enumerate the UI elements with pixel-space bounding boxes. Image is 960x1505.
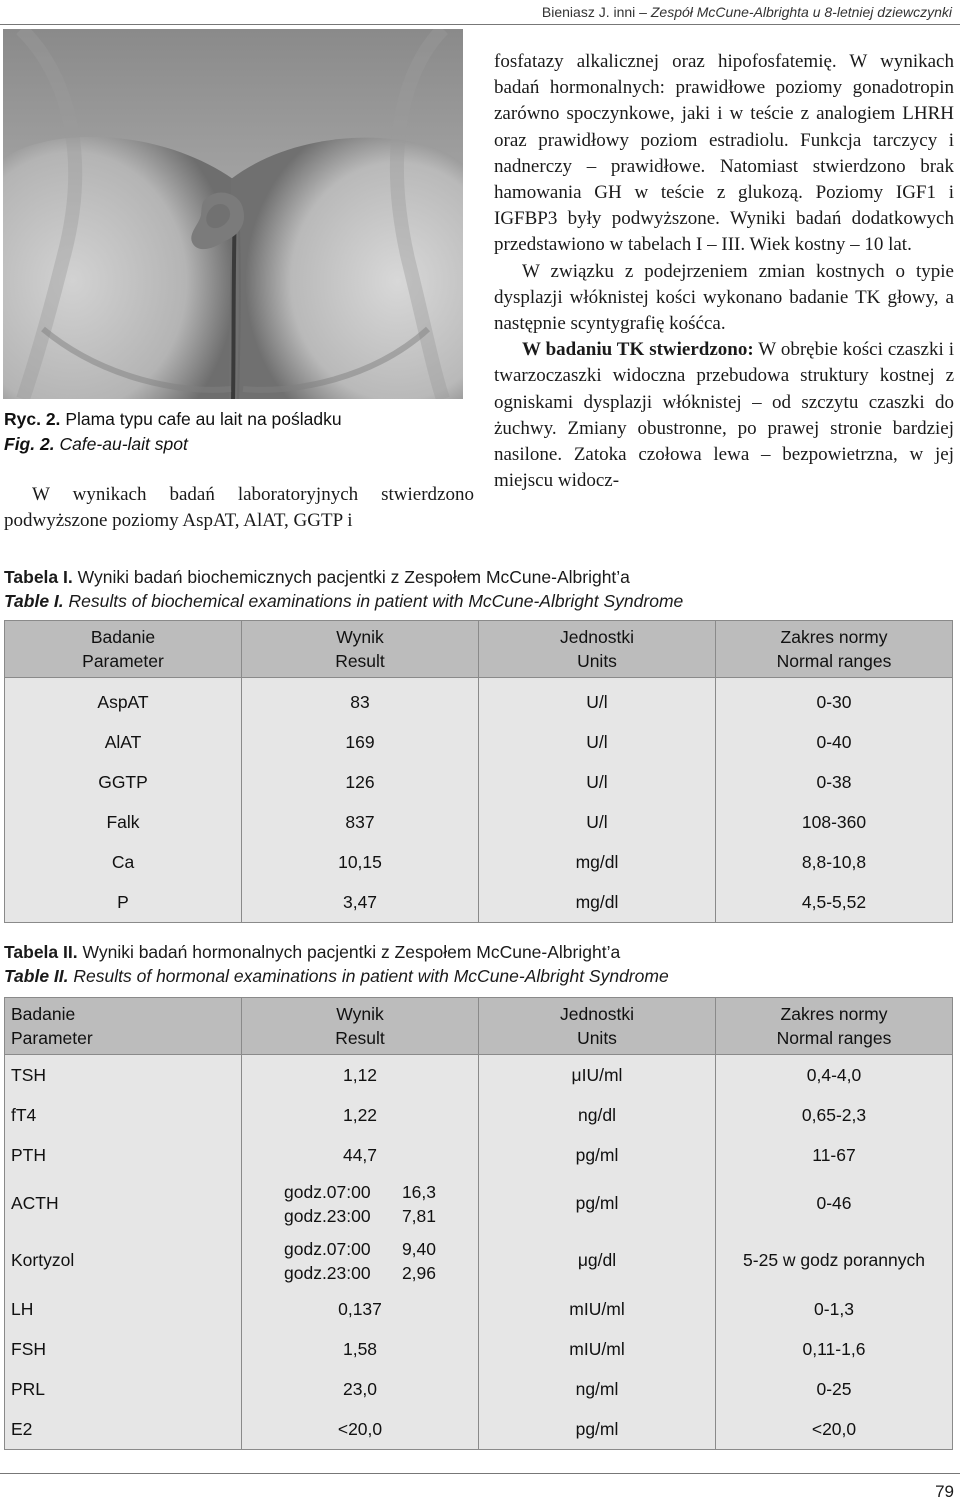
table2-caption: [4, 940, 669, 988]
table2-header-parameter: Badanie Parameter: [5, 998, 242, 1055]
table-row: [5, 802, 953, 842]
right-column-text: [494, 49, 954, 494]
table-cell: 4,5-5,52: [716, 882, 953, 923]
table-cell: 108-360: [716, 802, 953, 842]
table-row: [5, 1135, 953, 1175]
running-head: [542, 4, 952, 20]
table1-label-pl: Tabela I.: [4, 567, 73, 587]
table-cell: 10,15: [242, 842, 479, 882]
table-cell: PRL: [5, 1369, 242, 1409]
table-cell: μg/dl: [479, 1232, 716, 1289]
right-paragraph-2: W związku z podejrzeniem zmian kostnych o typie dysplazji włóknistej kości wykonano badanie TK głowy, a następnie scyntygrafię kośćca.: [494, 260, 954, 335]
table-cell: 8,8-10,8: [716, 842, 953, 882]
figure-text-en: Cafe-au-lait spot: [59, 434, 188, 454]
acth-timing-morning: godz.07:00 16,3: [284, 1181, 436, 1202]
table-cell: PTH: [5, 1135, 242, 1175]
table-cell-acth-result: [242, 1175, 479, 1232]
table-cell: 0-1,3: [716, 1289, 953, 1329]
table1-header-row: [5, 621, 953, 678]
table1-title-pl: Wyniki badań biochemicznych pacjentki z Zespołem McCune-Albright’a: [77, 567, 630, 587]
table-cell: TSH: [5, 1055, 242, 1096]
acth-timings: [284, 1180, 436, 1228]
table-cell: 169: [242, 722, 479, 762]
cortisol-timing-evening: godz.23:00 2,96: [284, 1262, 436, 1283]
table-row: [5, 1329, 953, 1369]
table-cell: 0,4-4,0: [716, 1055, 953, 1096]
table-cell: 1,22: [242, 1095, 479, 1135]
table-cell: Falk: [5, 802, 242, 842]
table-row: [5, 1289, 953, 1329]
table1-header-parameter: Badanie Parameter: [5, 621, 242, 678]
left-column-text: [4, 482, 474, 534]
table-cell: mIU/ml: [479, 1289, 716, 1329]
table1-title-en: Results of biochemical examinations in patient with McCune-Albright Syndrome: [68, 591, 684, 611]
figure-label-en: Fig. 2.: [4, 434, 55, 454]
table1-caption-en: [4, 589, 683, 613]
left-paragraph: W wynikach badań laboratoryjnych stwierdzono podwyższone poziomy AspAT, AlAT, GGTP i: [4, 484, 474, 531]
table-cell: AlAT: [5, 722, 242, 762]
table-cell: 1,58: [242, 1329, 479, 1369]
table-cell: μIU/ml: [479, 1055, 716, 1096]
table2-caption-en: [4, 964, 669, 988]
right-paragraph-1: fosfatazy alkalicznej oraz hipofosfatemię. W wynikach badań hormonalnych: prawidłowe poziomy gonadotropin zarówno spoczynkowe, jaki i w teście z analogiem LHRH oraz prawidłowy poziom estradiolu. Funkcja tarczycy i nadnerczy – prawidłowe. Natomiast stwierdzono brak hamowania GH w teście z glukozą. Poziomy IGF1 i IGFBP3 były podwyższone. Wyniki badań dodatkowych przedstawiono w tabelach I – III. Wiek kostny – 10 lat.: [494, 51, 954, 256]
table-cell: 11-67: [716, 1135, 953, 1175]
table-row: [5, 882, 953, 923]
table-cell: LH: [5, 1289, 242, 1329]
table-cell: 0,137: [242, 1289, 479, 1329]
table1-header-result: Wynik Result: [242, 621, 479, 678]
table-cell: 0-40: [716, 722, 953, 762]
table-row: [5, 678, 953, 723]
ct-findings-text: W obrębie kości czaszki i twarzoczaszki widoczna przebudowa struktury kostnej z ogniskami dysplazji włóknistej – od szczytu czaszki do żuchwy. Zmiany obustronne, po prawej stronie bardziej nasilone. Zatoka czołowa lewa – bezpowietrzna, w jej miejscu widocz-: [494, 339, 955, 492]
table-cell: U/l: [479, 802, 716, 842]
figure-label-pl: Ryc. 2.: [4, 409, 61, 429]
table-cell: 0-38: [716, 762, 953, 802]
table2-header-row: [5, 998, 953, 1055]
right-paragraph-3: [494, 337, 954, 494]
table-cell: 3,47: [242, 882, 479, 923]
table-cell: 44,7: [242, 1135, 479, 1175]
table-cell: 837: [242, 802, 479, 842]
table-cell: 83: [242, 678, 479, 723]
table-cell: pg/ml: [479, 1175, 716, 1232]
cortisol-timing-morning: godz.07:00 9,40: [284, 1238, 436, 1259]
table2-header-ranges: Zakres normy Normal ranges: [716, 998, 953, 1055]
ct-findings-lead: W badaniu TK stwierdzono:: [522, 339, 754, 361]
table-cell: AspAT: [5, 678, 242, 723]
table1-caption: [4, 565, 683, 613]
table-cell: 0-25: [716, 1369, 953, 1409]
table2-header-result: Wynik Result: [242, 998, 479, 1055]
table-cell: 0,65-2,3: [716, 1095, 953, 1135]
table-row: [5, 762, 953, 802]
table-cell: 1,12: [242, 1055, 479, 1096]
table-cell: mg/dl: [479, 882, 716, 923]
table-row: [5, 1175, 953, 1232]
table1-header-ranges: Zakres normy Normal ranges: [716, 621, 953, 678]
figure-caption-en: [4, 432, 474, 457]
table-cell: Kortyzol: [5, 1232, 242, 1289]
figure-caption-pl: [4, 407, 474, 432]
table2-header-units: Jednostki Units: [479, 998, 716, 1055]
table-cell: pg/ml: [479, 1409, 716, 1450]
table-cell: 5-25 w godz porannych: [716, 1232, 953, 1289]
header-rule: [0, 24, 960, 25]
table-cell: ng/dl: [479, 1095, 716, 1135]
page-number: 79: [935, 1482, 954, 1501]
table2-label-pl: Tabela II.: [4, 942, 78, 962]
table-cell: 0,11-1,6: [716, 1329, 953, 1369]
acth-timing-evening: godz.23:00 7,81: [284, 1205, 436, 1226]
table-cell: U/l: [479, 722, 716, 762]
table1-header-units: Jednostki Units: [479, 621, 716, 678]
table-cell: U/l: [479, 762, 716, 802]
table-cell: pg/ml: [479, 1135, 716, 1175]
table-cell: 0-46: [716, 1175, 953, 1232]
table-cell: 126: [242, 762, 479, 802]
table2-label-en: Table II.: [4, 966, 69, 986]
table-row: [5, 1409, 953, 1450]
table-cell: P: [5, 882, 242, 923]
table-row: [5, 842, 953, 882]
table1-label-en: Table I.: [4, 591, 64, 611]
table-cell: ng/ml: [479, 1369, 716, 1409]
table-cell: 0-30: [716, 678, 953, 723]
table2-title-pl: Wyniki badań hormonalnych pacjentki z Zespołem McCune-Albright’a: [82, 942, 621, 962]
table2-hormonal: [4, 997, 953, 1450]
table-cell: mIU/ml: [479, 1329, 716, 1369]
table1-biochemical: [4, 620, 953, 923]
table-cell: E2: [5, 1409, 242, 1450]
table-cell: 23,0: [242, 1369, 479, 1409]
table-row: [5, 1232, 953, 1289]
table-cell: fT4: [5, 1095, 242, 1135]
table-cell: Ca: [5, 842, 242, 882]
running-head-authors: Bieniasz J. inni –: [541, 4, 647, 20]
table1-caption-pl: [4, 565, 683, 589]
table-cell: U/l: [479, 678, 716, 723]
table-cell: <20,0: [716, 1409, 953, 1450]
footer-rule: [0, 1473, 960, 1474]
table-cell: mg/dl: [479, 842, 716, 882]
cortisol-timings: [284, 1237, 436, 1285]
table-cell: <20,0: [242, 1409, 479, 1450]
running-head-title: Zespół McCune-Albrighta u 8-letniej dziewczynki: [650, 4, 952, 20]
figure-photo: [3, 29, 463, 399]
figure-caption: [4, 407, 474, 457]
table-cell: GGTP: [5, 762, 242, 802]
table-cell: FSH: [5, 1329, 242, 1369]
table-row: [5, 1095, 953, 1135]
table-row: [5, 722, 953, 762]
figure-text-pl: Plama typu cafe au lait na pośladku: [65, 409, 342, 429]
table-row: [5, 1055, 953, 1096]
table-row: [5, 1369, 953, 1409]
table2-caption-pl: [4, 940, 669, 964]
table-cell: ACTH: [5, 1175, 242, 1232]
table2-title-en: Results of hormonal examinations in patient with McCune-Albright Syndrome: [73, 966, 669, 986]
table-cell-cortisol-result: [242, 1232, 479, 1289]
